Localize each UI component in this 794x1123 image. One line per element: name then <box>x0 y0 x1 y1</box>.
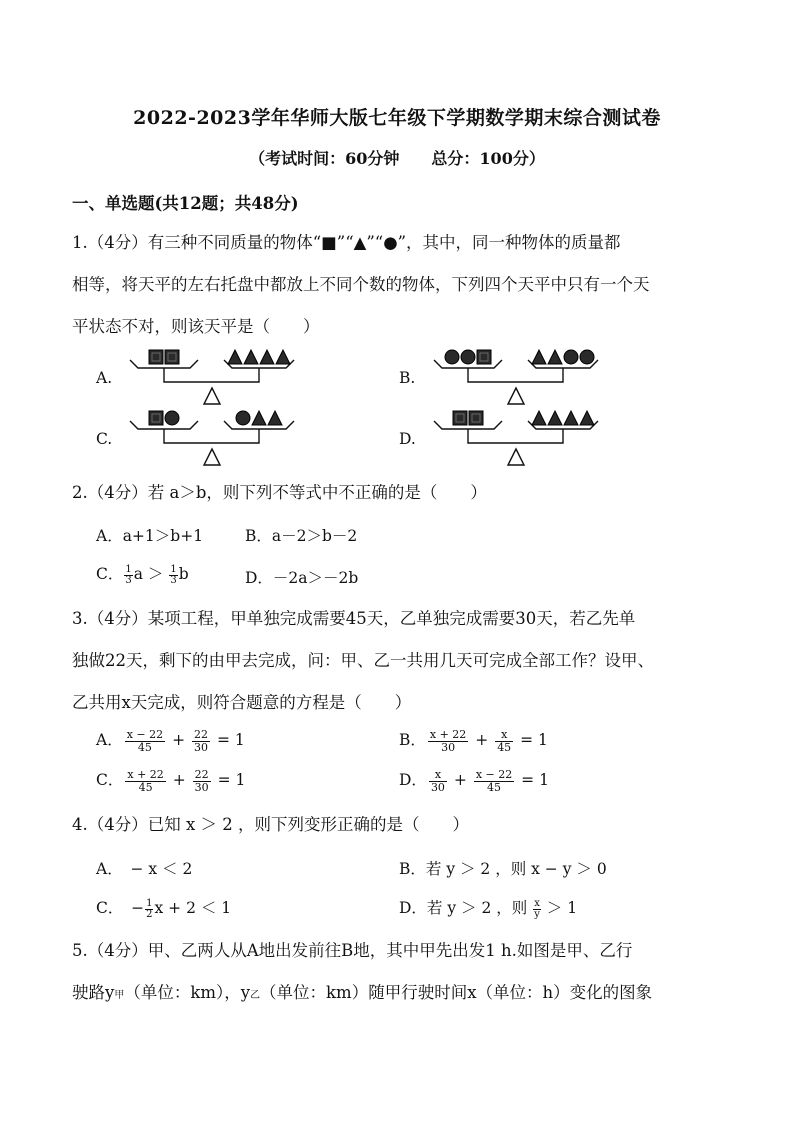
beam <box>164 429 259 443</box>
square-weight-icon <box>453 411 467 425</box>
q4-option-a[interactable]: A． − x ＜ 2 <box>96 860 193 878</box>
q2-stem: 2.（4分）若 a＞b，则下列不等式中不正确的是（ ） <box>72 483 487 502</box>
q3-line2: 独做22天，剩下的由甲去完成，问：甲、乙一共用几天可完成全部工作？设甲、 <box>72 651 654 670</box>
q2-option-c[interactable]: C． $\frac{1}{3}$ a ＞ $\frac{1}{3}$ b <box>96 563 189 586</box>
fraction: $\frac{x + 22}{30}$ <box>429 727 467 754</box>
q1-line1: 1.（4分）有三种不同质量的物体“■”“▲”“●”，其中，同一种物体的质量都 <box>72 233 621 252</box>
fulcrum-icon <box>204 449 220 465</box>
beam <box>468 368 563 382</box>
q2-option-d[interactable]: D．－2a＞－2b <box>245 569 359 587</box>
q3-option-c[interactable]: C． $\frac{x + 22}{45}$ + $\frac{22}{30}$ = 1 <box>96 767 246 794</box>
q3-line1: 3.（4分）某项工程，甲单独完成需要45天，乙单独完成需要30天，若乙先单 <box>72 609 636 628</box>
triangle-weight-icon <box>228 350 242 364</box>
q1-line2: 相等，将天平的左右托盘中都放上不同个数的物体，下列四个天平中只有一个天 <box>72 275 650 294</box>
square-weight-icon <box>149 411 163 425</box>
q3-line3: 乙共用x天完成，则符合题意的方程是（ ） <box>72 693 412 712</box>
square-weight-icon <box>149 350 163 364</box>
q2-option-b[interactable]: B．a－2＞b－2 <box>245 527 358 545</box>
q3-option-a[interactable]: A． $\frac{x - 22}{45}$ + $\frac{22}{30}$ = 1 <box>96 727 245 754</box>
q4-option-b[interactable]: B．若 y ＞ 2 ，则 x − y ＞ 0 <box>399 860 607 878</box>
fraction: $\frac{x - 22}{45}$ <box>126 727 164 754</box>
left-pan <box>130 421 198 429</box>
fraction: $\frac{22}{30}$ <box>194 727 208 754</box>
q4-option-d[interactable]: D．若 y ＞ 2 ，则 $\frac{x}{y}$ ＞ 1 <box>399 897 578 920</box>
q1-option-c-label[interactable]: C. <box>96 430 113 448</box>
triangle-weight-icon <box>580 411 594 425</box>
triangle-weight-icon <box>276 350 290 364</box>
q1-option-b-label[interactable]: B. <box>399 369 416 387</box>
fraction: $\frac{1}{3}$ <box>170 563 177 586</box>
q4-stem: 4.（4分）已知 x ＞ 2 ，则下列变形正确的是（ ） <box>72 815 470 834</box>
square-weight-icon <box>477 350 491 364</box>
triangle-weight-icon <box>252 411 266 425</box>
triangle-weight-icon <box>268 411 282 425</box>
fraction: $\frac{1}{2}$ <box>146 897 153 920</box>
circle-weight-icon <box>236 411 250 425</box>
triangle-weight-icon <box>548 350 562 364</box>
fraction: $\frac{x}{45}$ <box>497 727 512 754</box>
q3-option-b[interactable]: B． $\frac{x + 22}{30}$ + $\frac{x}{45}$ = 1 <box>399 727 548 754</box>
fulcrum-icon <box>508 388 524 404</box>
circle-weight-icon <box>461 350 475 364</box>
triangle-weight-icon <box>244 350 258 364</box>
triangle-weight-icon <box>532 411 546 425</box>
q1-line3: 平状态不对，则该天平是（ ） <box>72 317 320 336</box>
fraction: $\frac{x}{y}$ <box>534 897 540 920</box>
triangle-weight-icon <box>532 350 546 364</box>
q3-option-d[interactable]: D． $\frac{x}{30}$ + $\frac{x - 22}{45}$ = 1 <box>399 767 549 794</box>
left-pan <box>434 421 502 429</box>
circle-weight-icon <box>564 350 578 364</box>
left-pan <box>130 360 198 368</box>
circle-weight-icon <box>165 411 179 425</box>
triangle-weight-icon <box>564 411 578 425</box>
triangle-weight-icon <box>548 411 562 425</box>
balance-d-diagram <box>432 409 602 469</box>
fraction: $\frac{x}{30}$ <box>430 767 445 794</box>
q1-option-a-label[interactable]: A. <box>96 369 113 387</box>
circle-weight-icon <box>445 350 459 364</box>
q4-option-c[interactable]: C． − $\frac{1}{2}$ x + 2 ＜ 1 <box>96 897 232 920</box>
q5-line2: 驶路y甲（单位：km），y乙（单位：km）随甲行驶时间x（单位：h）变化的图象 <box>72 983 653 1002</box>
fraction: $\frac{x + 22}{45}$ <box>127 767 164 794</box>
square-weight-icon <box>469 411 483 425</box>
balance-c-diagram <box>128 409 298 469</box>
beam <box>164 368 259 382</box>
fulcrum-icon <box>204 388 220 404</box>
triangle-weight-icon <box>260 350 274 364</box>
circle-weight-icon <box>580 350 594 364</box>
fraction: $\frac{22}{30}$ <box>194 767 209 794</box>
page-title: 2022-2023学年华师大版七年级下学期数学期末综合测试卷 <box>133 107 661 129</box>
fulcrum-icon <box>508 449 524 465</box>
fraction: $\frac{x - 22}{45}$ <box>475 767 513 794</box>
exam-info: （考试时间：60分钟 总分：100分） <box>249 149 545 168</box>
fraction: $\frac{1}{3}$ <box>125 563 132 586</box>
section-heading: 一、单选题(共12题；共48分) <box>72 194 299 213</box>
q2-option-a[interactable]: A．a+1＞b+1 <box>96 527 204 545</box>
balance-b-diagram <box>432 348 602 408</box>
balance-a-diagram <box>128 348 298 408</box>
beam <box>468 429 563 443</box>
square-weight-icon <box>165 350 179 364</box>
q5-line1: 5.（4分）甲、乙两人从A地出发前往B地，其中甲先出发1 h.如图是甲、乙行 <box>72 941 633 960</box>
q1-option-d-label[interactable]: D. <box>399 430 416 448</box>
